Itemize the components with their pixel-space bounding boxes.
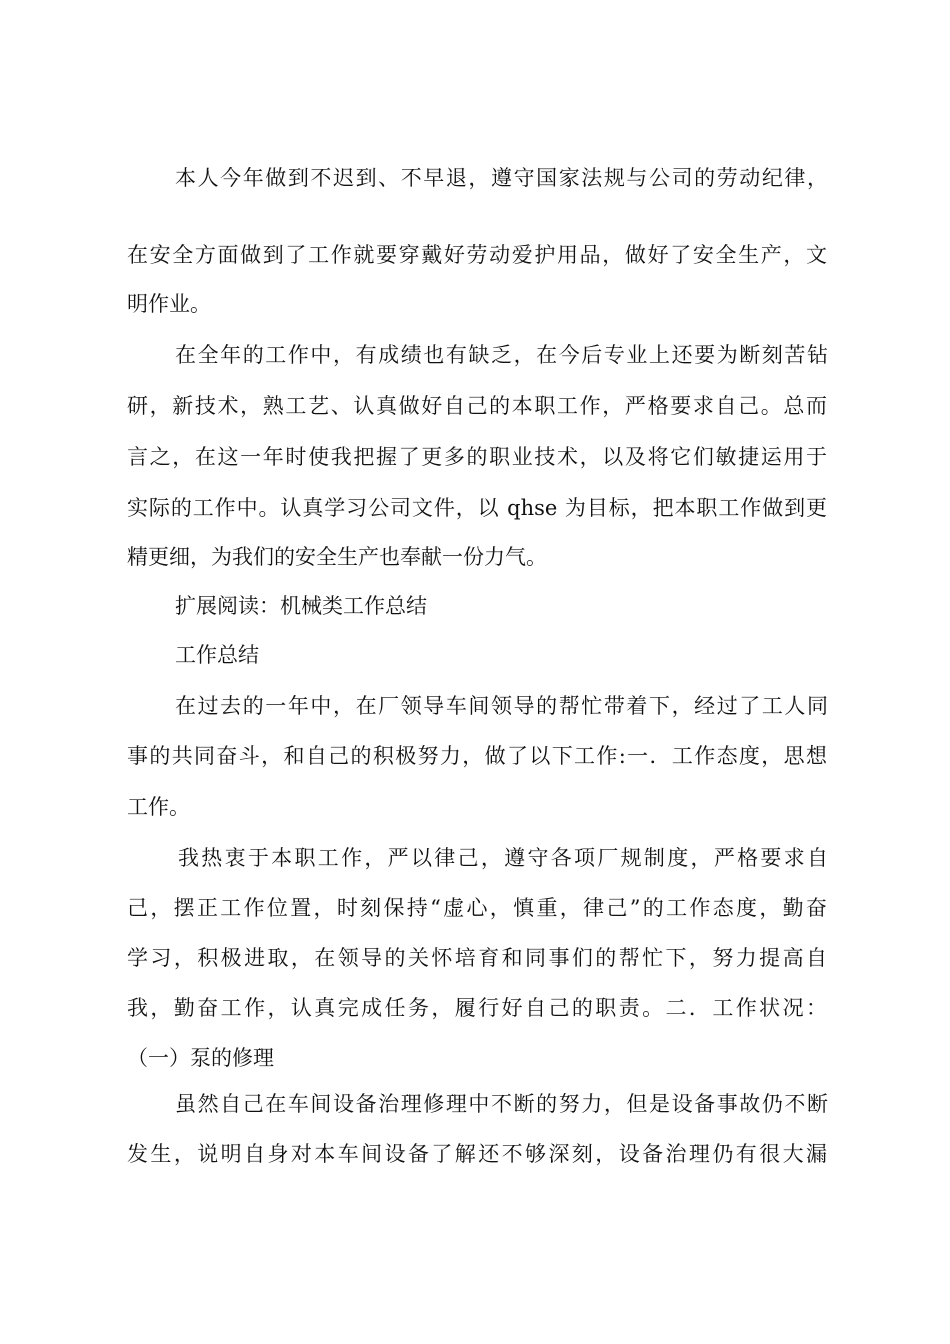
paragraph-line: 己，摆正工作位置，时刻保持“虚心，慎重，律己”的工作态度，勤奋 (127, 896, 827, 920)
paragraph-line: 本人今年做到不迟到、不早退，遵守国家法规与公司的劳动纪律， (175, 166, 828, 190)
section-heading: （一）泵的修理 (127, 1046, 274, 1070)
section-heading: 扩展阅读：机械类工作总结 (175, 594, 427, 618)
paragraph-line: 言之，在这一年时使我把握了更多的职业技术，以及将它们敏捷运用于 (127, 445, 827, 469)
paragraph-line: 在全年的工作中，有成绩也有缺乏，在今后专业上还要为断刻苦钻 (175, 343, 828, 367)
paragraph-line: 事的共同奋斗，和自己的积极努力，做了以下工作:一．工作态度，思想 (127, 744, 827, 768)
paragraph-line: 虽然自己在车间设备治理修理中不断的努力，但是设备事故仍不断 (175, 1092, 828, 1116)
paragraph-line: 研，新技术，熟工艺、认真做好自己的本职工作，严格要求自己。总而 (127, 394, 827, 418)
paragraph-line: 学习，积极进取，在领导的关怀培育和同事们的帮忙下，努力提高自 (127, 946, 827, 970)
paragraph-line: 在过去的一年中，在厂领导车间领导的帮忙带着下，经过了工人同 (175, 694, 828, 718)
section-heading: 工作总结 (175, 643, 259, 667)
paragraph-line: 我，勤奋工作，认真完成任务，履行好自己的职责。二．工作状况： (127, 996, 827, 1020)
paragraph-line: 精更细，为我们的安全生产也奉献一份力气。 (127, 545, 547, 569)
paragraph-line: 在安全方面做到了工作就要穿戴好劳动爱护用品，做好了安全生产，文 (127, 243, 827, 267)
paragraph-line: 明作业。 (127, 292, 211, 316)
paragraph-line: 实际的工作中。认真学习公司文件，以 qhse 为目标，把本职工作做到更 (127, 496, 827, 520)
paragraph-line: 工作。 (127, 795, 190, 819)
paragraph-line: 我热衷于本职工作，严以律己，遵守各项厂规制度，严格要求自 (178, 846, 828, 870)
paragraph-line: 发生，说明自身对本车间设备了解还不够深刻，设备治理仍有很大漏 (127, 1142, 827, 1166)
